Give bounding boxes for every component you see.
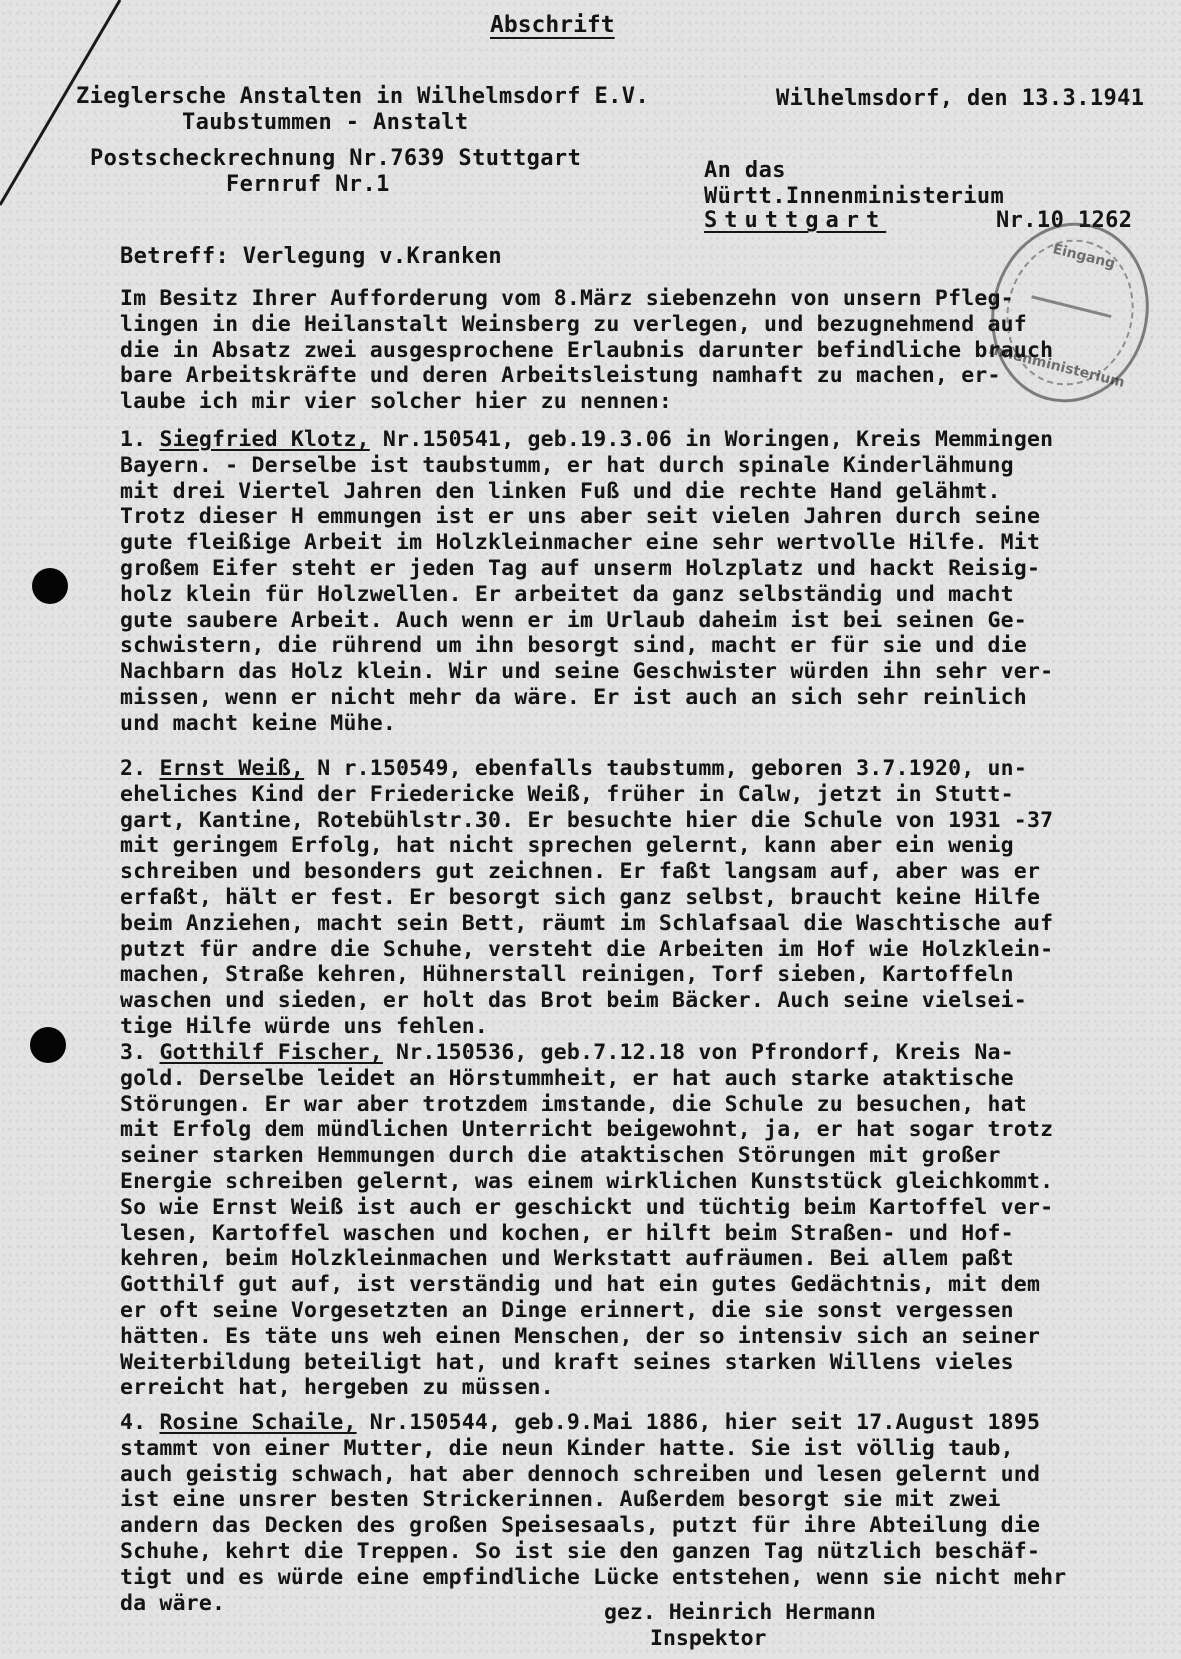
entry-first-rest: N r.150549, ebenfalls taubstumm, geboren 3.7.1920, un- xyxy=(304,756,1027,781)
sender-line-4: Fernruf Nr.1 xyxy=(226,172,390,197)
stamp-text-bottom: Innenministerium xyxy=(986,341,1127,391)
entry-first-rest: Nr.150544, geb.9.Mai 1886, hier seit 17.August 1895 xyxy=(356,1410,1041,1435)
entry-first-rest: Nr.150536, geb.7.12.18 von Pfrondorf, Kreis Na- xyxy=(382,1040,1014,1065)
entry-first-line xyxy=(120,756,1181,782)
entry-name: Gotthilf Fischer, xyxy=(159,1040,383,1065)
entry-number: 2. xyxy=(120,756,147,781)
entry-line: Energie schreiben gelernt, was einem wirklichen Kunststück gleichkommt. xyxy=(120,1168,1054,1194)
entry-line: Störungen. Er war aber trotzdem imstande, die Schule zu besuchen, hat xyxy=(120,1091,1027,1117)
sender-line-2: Taubstummen - Anstalt xyxy=(182,110,469,135)
entry-line: putzt für andre die Schuhe, versteht die Arbeiten im Hof wie Holzklein- xyxy=(120,936,1054,962)
entry-first-rest: Nr.150541, geb.19.3.06 in Woringen, Kreis Memmingen xyxy=(369,427,1054,452)
entry-line: Weiterbildung beteiligt hat, und kraft seines starken Willens vieles xyxy=(120,1349,1014,1375)
entry-line: mit drei Viertel Jahren den linken Fuß und die rechte Hand gelähmt. xyxy=(120,478,1001,504)
entry-line: da wäre. xyxy=(120,1590,226,1616)
entry-line: holz klein für Holzwellen. Er arbeitet da ganz selbständig und macht xyxy=(120,581,1014,607)
entry-1 xyxy=(120,427,1181,737)
punch-hole-bottom xyxy=(30,1027,66,1063)
subject-line: Betreff: Verlegung v.Kranken xyxy=(120,244,503,269)
entry-line: Gotthilf gut auf, ist verständig und hat ein gutes Gedächtnis, mit dem xyxy=(120,1272,1041,1298)
entry-line: Trotz dieser H emmungen ist er uns aber seit vielen Jahren durch seine xyxy=(120,504,1041,530)
entry-line: er oft seine Vorgesetzten an Dinge erinnert, die sie sonst vergessen xyxy=(120,1297,1014,1323)
entry-line: gute saubere Arbeit. Auch wenn er im Urlaub daheim ist bei seinen Ge- xyxy=(120,607,1027,633)
place-date: Wilhelmsdorf, den 13.3.1941 xyxy=(776,86,1145,111)
entry-line: beim Anziehen, macht sein Bett, räumt im Schlafsaal die Waschtische auf xyxy=(120,910,1054,936)
entry-number: 4. xyxy=(120,1410,147,1435)
entry-line: mit Erfolg dem mündlichen Unterricht beigewohnt, ja, er hat sogar trotz xyxy=(120,1117,1054,1143)
entry-line: ist eine unsrer besten Strickerinnen. Außerdem besorgt sie mit zwei xyxy=(120,1487,1001,1513)
entry-line: gart, Kantine, Rotebühlstr.30. Er besuchte hier die Schule von 1931 -37 xyxy=(120,807,1054,833)
entry-line: erreicht hat, hergeben zu müssen. xyxy=(120,1375,554,1401)
entry-line: Bayern. - Derselbe ist taubstumm, er hat durch spinale Kinderlähmung xyxy=(120,452,1014,478)
entry-line: machen, Straße kehren, Hühnerstall reinigen, Torf sieben, Kartoffeln xyxy=(120,962,1014,988)
entry-line: erfaßt, hält er fest. Er besorgt sich ganz selbst, braucht keine Hilfe xyxy=(120,884,1041,910)
entry-line: gold. Derselbe leidet an Hörstummheit, er hat auch starke ataktische xyxy=(120,1065,1014,1091)
entry-name: Siegfried Klotz, xyxy=(159,427,370,452)
entry-line: auch geistig schwach, hat aber dennoch schreiben und lesen gelernt und xyxy=(120,1461,1041,1487)
entry-line: schreiben und besonders gut zeichnen. Er faßt langsam auf, aber was er xyxy=(120,859,1041,885)
entry-line: eheliches Kind der Friedericke Weiß, früher in Calw, jetzt in Stutt- xyxy=(120,781,1014,807)
recipient-reference: Nr.10 1262 xyxy=(996,208,1133,233)
entry-name: Rosine Schaile, xyxy=(159,1410,357,1435)
entry-line: tige Hilfe würde uns fehlen. xyxy=(120,1013,489,1039)
entry-line: andern das Decken des großen Speisesaals, putzt für ihre Abteilung die xyxy=(120,1513,1041,1539)
entry-line: hätten. Es täte uns weh einen Menschen, der so intensiv sich an seiner xyxy=(120,1323,1041,1349)
intro-line: die in Absatz zwei ausgesprochene Erlaubnis darunter befindliche brauch xyxy=(120,337,1054,363)
signature-line: gez. Heinrich Hermann xyxy=(604,1600,876,1625)
entry-3 xyxy=(120,1040,1181,1401)
entry-first-line xyxy=(120,1040,1181,1066)
entry-line: und macht keine Mühe. xyxy=(120,710,397,736)
entry-line: kehren, beim Holzkleinmachen und Werkstatt aufräumen. Bei allem paßt xyxy=(120,1246,1014,1272)
entry-line: lesen, Kartoffel waschen und kochen, er hilft beim Straßen- und Hof- xyxy=(120,1220,1014,1246)
recipient-line-1: An das xyxy=(704,158,786,183)
entry-2 xyxy=(120,756,1181,1040)
entry-number: 3. xyxy=(120,1040,147,1065)
recipient-line-2: Württ.Innenministerium xyxy=(704,184,1005,209)
entry-4 xyxy=(120,1410,1181,1616)
entry-name: Ernst Weiß, xyxy=(159,756,305,781)
intro-line: Im Besitz Ihrer Aufforderung vom 8.März siebenzehn von unsern Pfleg- xyxy=(120,286,1014,311)
entry-line: waschen und sieden, er holt das Brot beim Bäcker. Auch seine vielsei- xyxy=(120,988,1027,1014)
recipient-city: Stuttgart xyxy=(704,208,887,233)
entry-line: Nachbarn das Holz klein. Wir und seine Geschwister würden ihn sehr ver- xyxy=(120,659,1054,685)
entry-line: mit geringem Erfolg, hat nicht sprechen gelernt, kann aber ein wenig xyxy=(120,833,1014,859)
entry-first-line xyxy=(120,427,1181,453)
entry-line: schwistern, die rührend um ihn besorgt sind, macht er für sie und die xyxy=(120,633,1027,659)
entry-number: 1. xyxy=(120,427,147,452)
entry-line: tigt und es würde eine empfindliche Lücke entstehen, wenn sie nicht mehr xyxy=(120,1564,1067,1590)
entry-first-line xyxy=(120,1410,1181,1436)
entry-line: missen, wenn er nicht mehr da wäre. Er ist auch an sich sehr reinlich xyxy=(120,684,1027,710)
entry-line: großem Eifer steht er jeden Tag auf unserm Holzplatz und hackt Reisig- xyxy=(120,555,1041,581)
punch-hole-top xyxy=(32,568,68,604)
sender-line-3: Postscheckrechnung Nr.7639 Stuttgart xyxy=(90,146,582,171)
stamp-text-top: Eingang xyxy=(1051,241,1117,273)
signature-title: Inspektor xyxy=(650,1626,767,1651)
entry-line: stammt von einer Mutter, die neun Kinder hatte. Sie ist völlig taub, xyxy=(120,1435,1014,1461)
intro-line: laube ich mir vier solcher hier zu nennen: xyxy=(120,389,673,415)
entry-line: seiner starken Hemmungen durch die ataktischen Störungen mit großer xyxy=(120,1143,1001,1169)
sender-line-1: Zieglersche Anstalten in Wilhelmsdorf E.V. xyxy=(76,84,650,109)
intro-paragraph xyxy=(120,286,1181,415)
entry-line: gute fleißige Arbeit im Holzkleinmacher eine sehr wertvolle Hilfe. Mit xyxy=(120,530,1041,556)
intro-line: bare Arbeitskräfte und deren Arbeitsleistung namhaft zu machen, er- xyxy=(120,363,1001,389)
document-heading: Abschrift xyxy=(490,12,615,38)
entry-line: Schuhe, kehrt die Treppen. So ist sie den ganzen Tag nützlich beschäf- xyxy=(120,1538,1041,1564)
intro-line: lingen in die Heilanstalt Weinsberg zu verlegen, und bezugnehmend auf xyxy=(120,311,1027,337)
entry-line: So wie Ernst Weiß ist auch er geschickt und tüchtig beim Kartoffel ver- xyxy=(120,1194,1054,1220)
